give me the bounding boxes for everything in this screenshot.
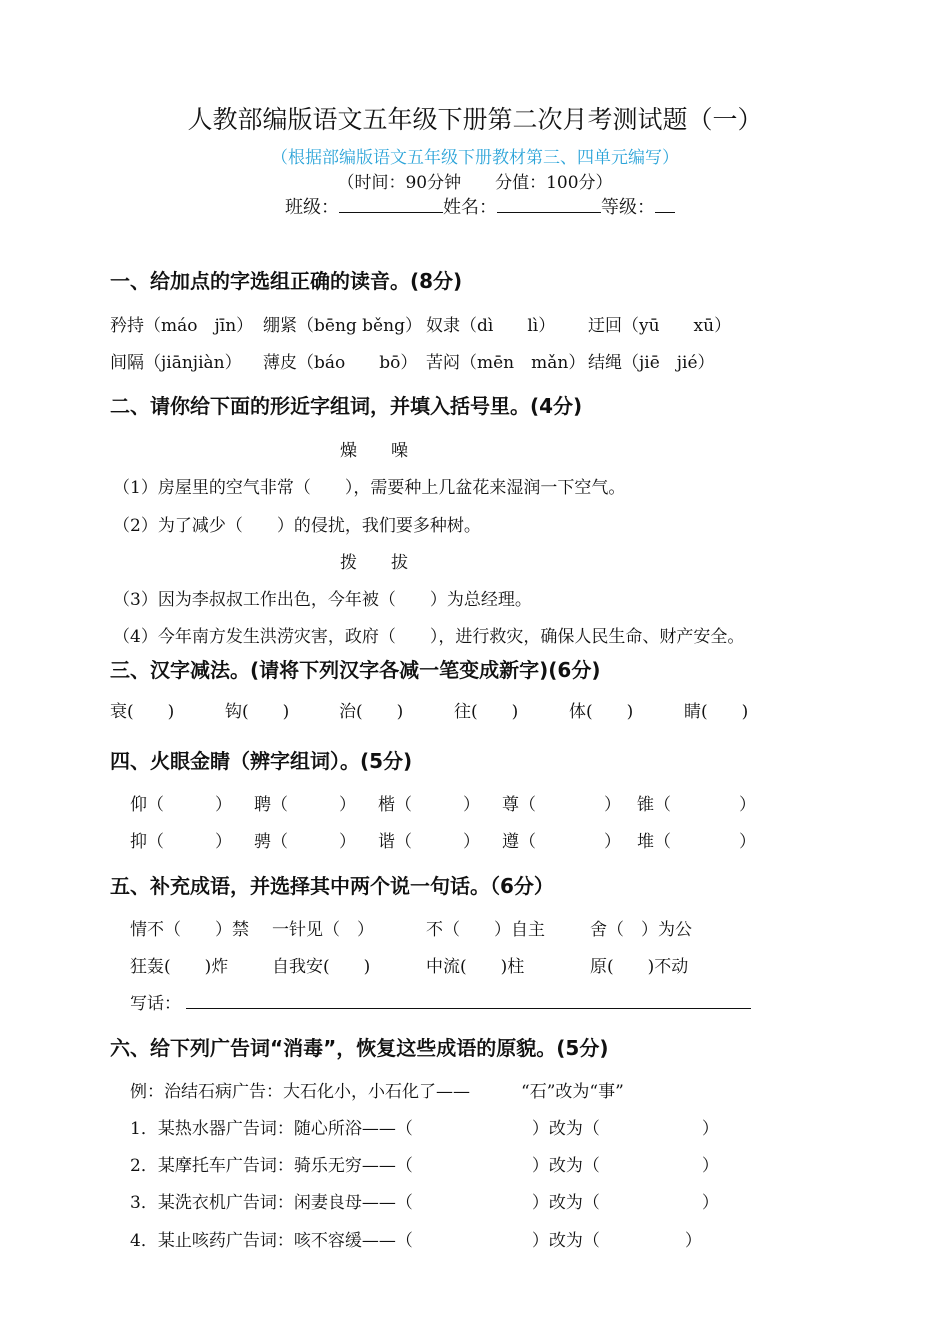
ad-question: 3．某洗衣机广告词：闲妻良母——（ ）改为（ ） (130, 1193, 719, 1213)
word-item: 锥（ ） (637, 795, 756, 815)
word-item: 聘（ ） (254, 795, 356, 815)
pinyin-item: 绷紧（bēng běng） (263, 316, 422, 336)
grade-blank[interactable] (655, 194, 675, 213)
section-1-title: 一、给加点的字选组正确的读音。(8分) (110, 269, 463, 293)
word-item: 遵（ ） (502, 832, 621, 852)
write-line[interactable] (186, 1008, 751, 1009)
pinyin-item: 结绳（jiē jié） (588, 353, 715, 373)
idiom-item: 狂轰( )炸 (130, 957, 229, 977)
idiom-item: 自我安( ) (272, 957, 371, 977)
name-label: 姓名： (443, 197, 497, 218)
exam-meta: （时间：90分钟 分值：100分） (337, 173, 613, 193)
subtraction-item: 衰( ) (110, 702, 175, 722)
char-pair: 燥 噪 (340, 441, 408, 461)
ad-question: 4．某止咳药广告词：咳不容缓——（ ）改为（ ） (130, 1231, 702, 1251)
pinyin-item: 奴隶（dì lì） (426, 316, 556, 336)
pinyin-item: 苦闷（mēn mǎn） (426, 353, 586, 373)
word-item: 堆（ ） (637, 832, 756, 852)
ad-question: 2．某摩托车广告词：骑乐无穷——（ ）改为（ ） (130, 1156, 719, 1176)
section-4-title: 四、火眼金睛（辨字组词）。(5分) (110, 749, 413, 773)
question-item: （4）今年南方发生洪涝灾害，政府（ ），进行救灾，确保人民生命、财产安全。 (113, 627, 745, 647)
example-line: 例：治结石病广告：大石化小，小石化了—— “石”改为“事” (130, 1082, 624, 1102)
class-label: 班级： (285, 197, 339, 218)
subtraction-item: 往( ) (454, 702, 519, 722)
section-2-title: 二、请你给下面的形近字组词，并填入括号里。(4分) (110, 394, 583, 418)
student-info (285, 193, 675, 219)
subtraction-item: 钩( ) (225, 702, 290, 722)
idiom-item: 原( )不动 (590, 957, 689, 977)
question-item: （1）房屋里的空气非常（ ），需要种上几盆花来湿润一下空气。 (113, 478, 626, 498)
question-item: （2）为了减少（ ）的侵扰，我们要多种树。 (113, 516, 481, 536)
word-item: 仰（ ） (130, 795, 232, 815)
subtraction-item: 体( ) (569, 702, 634, 722)
word-item: 抑（ ） (130, 832, 232, 852)
word-item: 楷（ ） (378, 795, 480, 815)
page-title: 人教部编版语文五年级下册第二次月考测试题（一） (187, 105, 763, 134)
idiom-item: 中流( )柱 (426, 957, 525, 977)
name-blank[interactable] (497, 194, 601, 213)
word-item: 骋（ ） (254, 832, 356, 852)
word-item: 谐（ ） (378, 832, 480, 852)
grade-label: 等级： (601, 197, 655, 218)
pinyin-item: 间隔（jiānjiàn） (110, 353, 242, 373)
class-blank[interactable] (339, 194, 443, 213)
question-item: （3）因为李叔叔工作出色，今年被（ ）为总经理。 (113, 590, 532, 610)
subtraction-item: 治( ) (339, 702, 404, 722)
subtraction-item: 睛( ) (684, 702, 749, 722)
write-label: 写话： (130, 994, 181, 1014)
idiom-item: 舍（ ）为公 (590, 920, 692, 940)
word-item: 尊（ ） (502, 795, 621, 815)
page-subtitle: （根据部编版语文五年级下册教材第三、四单元编写） (271, 148, 679, 168)
idiom-item: 不（ ）自主 (426, 920, 545, 940)
char-pair: 拨 拔 (340, 553, 408, 573)
section-6-title: 六、给下列广告词“消毒”，恢复这些成语的原貌。(5分) (110, 1036, 609, 1060)
ad-question: 1．某热水器广告词：随心所浴——（ ）改为（ ） (130, 1119, 719, 1139)
pinyin-item: 矜持（máo jīn） (110, 316, 254, 336)
section-3-title: 三、汉字减法。(请将下列汉字各减一笔变成新字)(6分) (110, 658, 601, 682)
pinyin-item: 薄皮（báo bō） (263, 353, 418, 373)
pinyin-item: 迂回（yū xū） (588, 316, 732, 336)
idiom-item: 情不（ ）禁 (130, 920, 249, 940)
idiom-item: 一针见（ ） (272, 920, 374, 940)
section-5-title: 五、补充成语，并选择其中两个说一句话。（6分） (110, 874, 554, 898)
